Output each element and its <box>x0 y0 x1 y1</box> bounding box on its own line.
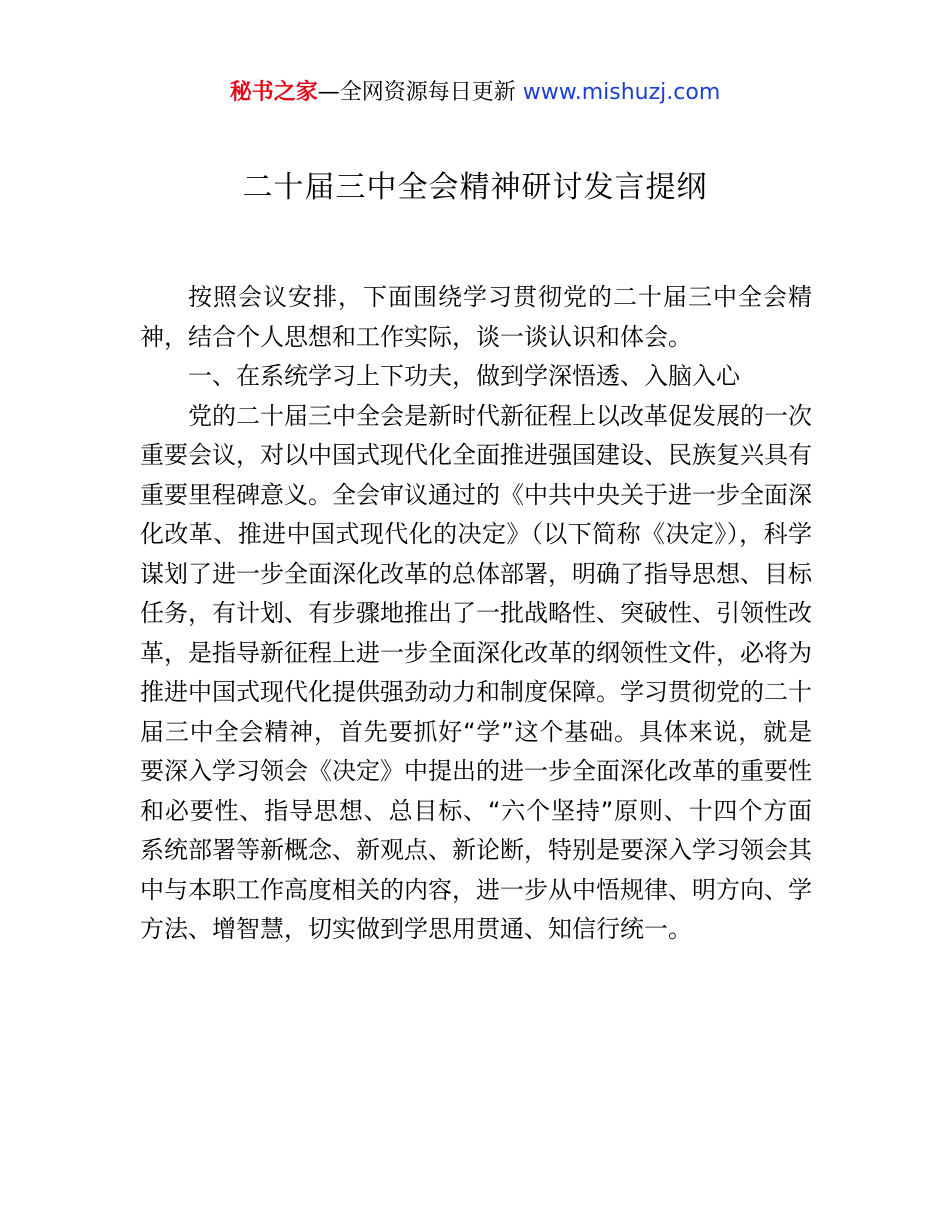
document-body <box>140 278 812 950</box>
site-header <box>0 76 950 110</box>
site-url-link[interactable]: www.mishuzj.com <box>522 80 721 105</box>
section-heading-1: 一、在系统学习上下功夫，做到学深悟透、入脑入心 <box>188 362 740 390</box>
paragraph-section-1: 党的二十届三中全会是新时代新征程上以改革促发展的一次重要会议，对以中国式现代化全面推进强国建设、民族复兴具有重要里程碑意义。全会审议通过的《中共中央关于进一步全面深化改革、推进中国式现代化的决定》（以下简称《决定》），科学谋划了进一步全面深化改革的总体部署，明确了指导思想、目标任务，有计划、有步骤地推出了一批战略性、突破性、引领性改革，是指导新征程上进一步全面深化改革的纲领性文件，必将为推进中国式现代化提供强劲动力和制度保障。学习贯彻党的二十届三中全会精神，首先要抓好“学”这个基础。具体来说，就是要深入学习领会《决定》中提出的进一步全面深化改革的重要性和必要性、指导思想、总目标、“六个坚持”原则、十四个方面系统部署等新概念、新观点、新论断，特别是要深入学习领会其中与本职工作高度相关的内容，进一步从中悟规律、明方向、学方法、增智慧，切实做到学思用贯通、知信行统一。 <box>140 401 812 943</box>
site-brand: 秘书之家 <box>229 80 318 105</box>
site-tagline: —全网资源每日更新 <box>317 80 523 105</box>
document-title: 二十届三中全会精神研讨发言提纲 <box>242 170 708 205</box>
paragraph-intro: 按照会议安排，下面围绕学习贯彻党的二十届三中全会精神，结合个人思想和工作实际，谈一谈认识和体会。 <box>140 283 812 351</box>
